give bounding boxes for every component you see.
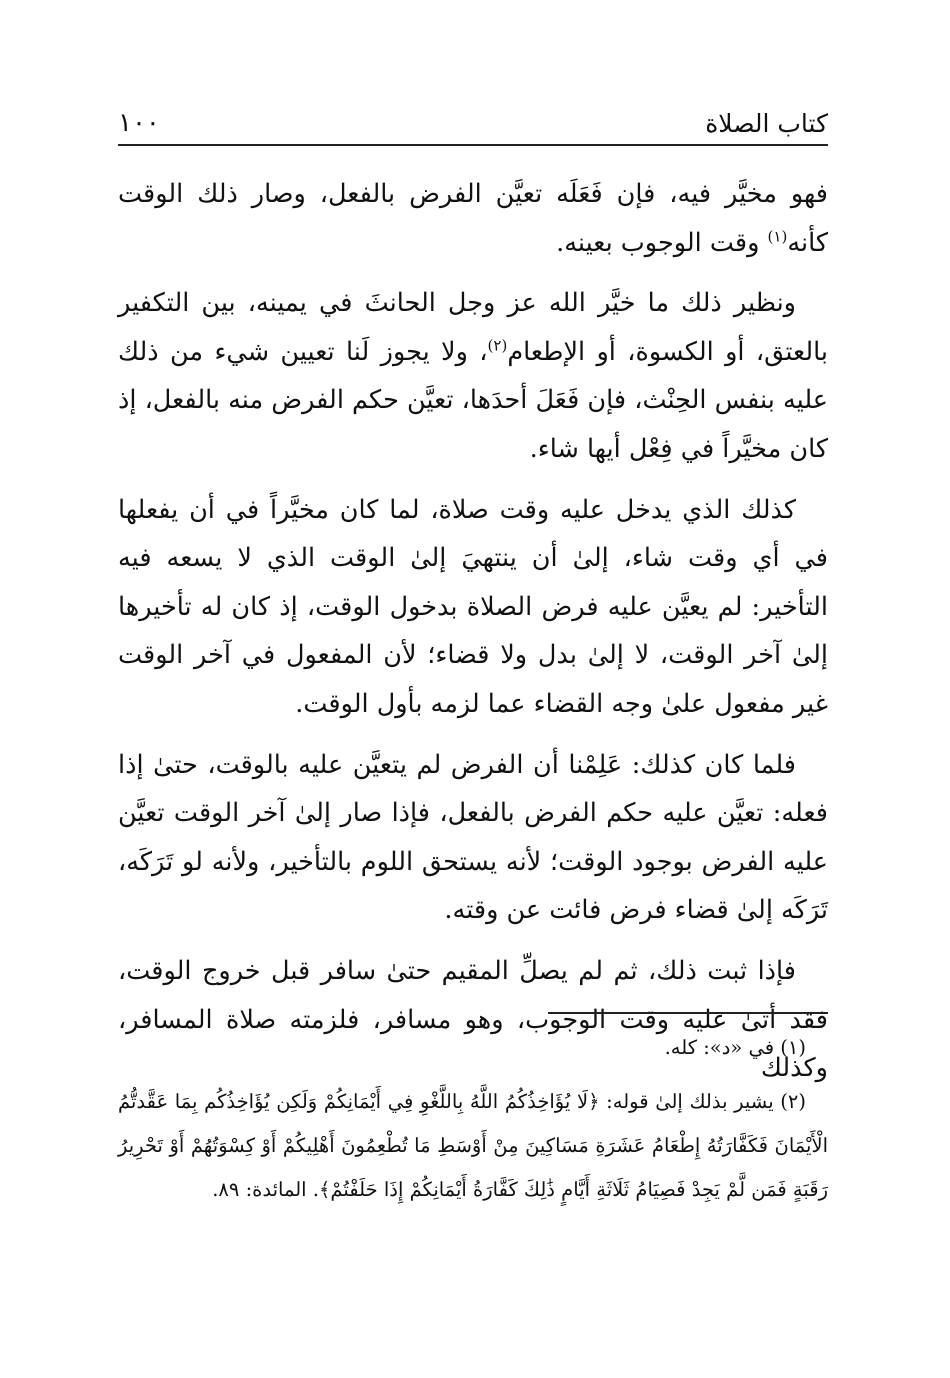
footnote-1: (١) في «د»: كله. — [664, 1036, 806, 1059]
paragraph-3: كذلك الذي يدخل عليه وقت صلاة، لما كان مخيَّراً في أن يفعلها في أي وقت شاء، إلىٰ أن ينتهيَ إلىٰ الوقت الذي لا يسعه فيه التأخير: لم يعيَّن عليه فرض الصلاة بدخول الوقت، إذ كان له تأخيرها إلىٰ آخر الوقت، لا إلىٰ بدل ولا قضاء؛ لأن المفعول في آخر الوقت غير مفعول علىٰ وجه القضاء عما لزمه بأول الوقت. — [118, 494, 828, 719]
footnote-2: (٢) يشير بذلك إلىٰ قوله: ﴿لَا يُؤَاخِذُكُمُ اللَّهُ بِاللَّغْوِ فِي أَيْمَانِكُمْ وَلَكِن يُؤَاخِذُكُم بِمَا عَقَّدتُّمُ الْأَيْمَانَ فَكَفَّارَتُهُ إِطْعَامُ عَشَرَةِ مَسَاكِينَ مِنْ أَوْسَطِ مَا تُطْعِمُونَ أَهْلِيكُمْ أَوْ كِسْوَتُهُمْ أَوْ تَحْرِيرُ رَقَبَةٍ فَمَن لَّمْ يَجِدْ فَصِيَامُ ثَلَاثَةِ أَيَّامٍ ذَٰلِكَ كَفَّارَةُ أَيْمَانِكُمْ إِذَا حَلَفْتُمْ﴾. المائدة: ٨٩. — [118, 1090, 828, 1201]
page-header — [118, 100, 828, 146]
footnote-ref-1[interactable]: (١) — [767, 227, 788, 246]
paragraph-1-text-b: وقت الوجوب بعينه. — [556, 227, 768, 258]
paragraph-2-text-b: ، ولا يجوز لَنا تعيين شيء من ذلك عليه بنفس الحِنْث، فإن فَعَلَ أحدَها، تعيَّن حكم الفرض منه بالفعل، إذ كان مخيَّراً في فِعْل أيها شاء. — [118, 336, 828, 464]
paragraph-2 — [118, 279, 828, 473]
footnotes — [118, 1026, 828, 1222]
paragraph-5: فإذا ثبت ذلك، ثم لم يصلِّ المقيم حتىٰ سافر قبل خروج الوقت، فقد أتىٰ عليه وقت الوجوب، وهو مسافر، فلزمته صلاة المسافر، وكذلك — [118, 955, 828, 1084]
main-text — [118, 170, 828, 1105]
paragraph-1-text-a: فهو مخيَّر فيه، فإن فَعَلَه تعيَّن الفرض بالفعل، وصار ذلك الوقت كأنه — [118, 179, 828, 258]
page-number: ١٠٠ — [118, 108, 160, 138]
running-title: كتاب الصلاة — [705, 109, 828, 138]
footnote-separator — [548, 1012, 828, 1014]
paragraph-4: فلما كان كذلك: عَلِمْنا أن الفرض لم يتعيَّن عليه بالوقت، حتىٰ إذا فعله: تعيَّن عليه حكم الفرض بالفعل، فإذا صار إلىٰ آخر الوقت تعيَّن عليه الفرض بوجود الوقت؛ لأنه يستحق اللوم بالتأخير، ولأنه لو تَرَكَه، تَرَكَه إلىٰ قضاء فرض فائت عن وقته. — [118, 749, 828, 926]
paragraph-2-text-a: ونظير ذلك ما خيَّر الله عز وجل الحانثَ في يمينه، بين التكفير بالعتق، أو الكسوة، أو الإطعام — [118, 288, 828, 367]
footnote-ref-2[interactable]: (٢) — [487, 336, 508, 355]
paragraph-1 — [118, 170, 828, 267]
